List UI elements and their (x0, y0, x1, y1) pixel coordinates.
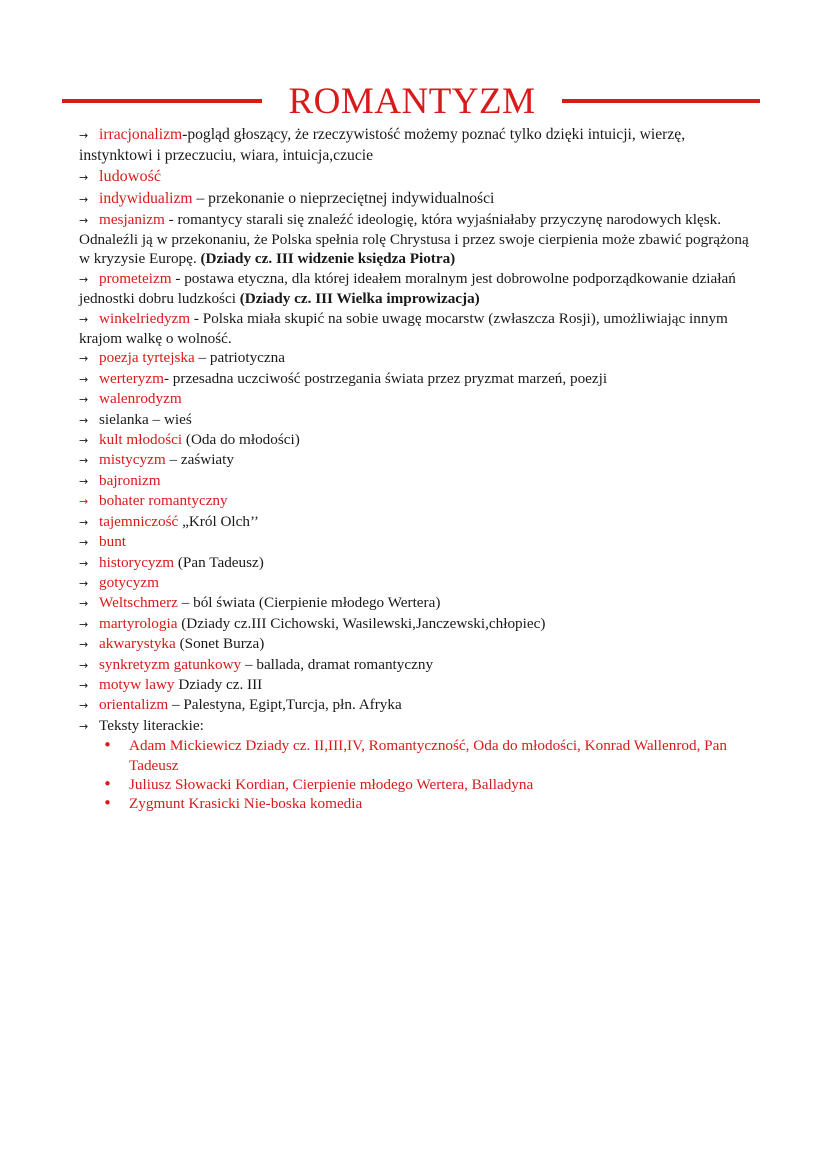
arrow-icon: → (79, 312, 89, 326)
entry-reference: (Dziady cz. III widzenie księdza Piotra) (200, 250, 456, 268)
entry-gotycyzm (79, 573, 759, 593)
entry-bunt (79, 532, 759, 552)
entry-term: kult młodości (99, 431, 183, 449)
entry-term: bajronizm (99, 471, 161, 489)
entry-bohater-romantyczny (79, 491, 759, 511)
book-text: Zygmunt Krasicki Nie-boska komedia (129, 795, 363, 813)
arrow-icon: → (79, 352, 89, 366)
title-rule-left (62, 99, 262, 103)
arrow-icon: → (79, 393, 89, 407)
arrow-icon: → (79, 536, 89, 550)
bullet-icon: • (103, 794, 112, 813)
entry-desc: (Dziady cz.III Cichowski, Wasilewski,Janczewski,chłopiec) (177, 614, 546, 632)
arrow-icon: → (79, 474, 89, 488)
entry-term: martyrologia (99, 614, 178, 632)
entry-term: winkelriedyzm (99, 309, 191, 327)
arrow-icon: → (79, 272, 89, 286)
entry-term: synkretyzm gatunkowy (99, 655, 242, 673)
entry-term: prometeizm (99, 269, 172, 287)
entry-term: Weltschmerz (99, 594, 178, 612)
entry-desc: „Król Olch’’ (178, 512, 259, 530)
arrow-icon: → (79, 171, 89, 184)
entry-poezja-tyrtejska (79, 348, 759, 368)
entry-kult-mlodosci (79, 430, 759, 450)
entry-weltschmerz (79, 593, 759, 613)
list-item (103, 736, 759, 775)
list-item (103, 794, 759, 813)
entry-synkretyzm-gatunkowy (79, 655, 759, 675)
entry-desc: - romantycy starali się znaleźć ideologię, która wyjaśniałaby przyczynę narodowych klęsk. Odnaleźli ją w przekonaniu, że Polska spełnia rolę Chrystusa i przez swoje cierpienia może zbawić pogrążoną w kryzysie Europę. (79, 210, 749, 268)
entry-term: tajemniczość (99, 512, 179, 530)
entry-mistycyzm (79, 450, 759, 470)
arrow-icon: → (79, 192, 89, 206)
page-title: ROMANTYZM (288, 81, 536, 122)
arrow-icon: → (79, 129, 89, 142)
entry-term: bohater romantyczny (99, 492, 228, 510)
entry-indywidualizm (79, 189, 759, 210)
entry-term: irracjonalizm (99, 126, 183, 143)
entry-term: bunt (99, 533, 127, 551)
entry-historycyzm (79, 553, 759, 573)
entry-orientalizm (79, 695, 759, 715)
entry-term: orientalizm (99, 696, 169, 714)
entry-term: mesjanizm (99, 210, 165, 228)
arrow-icon: → (79, 454, 89, 468)
book-text: Adam Mickiewicz Dziady cz. II,III,IV, Romantyczność, Oda do młodości, Konrad Wallenrod, Pan Tadeusz (129, 737, 727, 774)
arrow-icon: → (79, 556, 89, 570)
entry-term: indywidualizm (99, 189, 193, 207)
arrow-icon: → (79, 699, 89, 713)
entry-desc: – ból świata (Cierpienie młodego Wertera) (177, 594, 441, 612)
bullet-icon: • (103, 774, 112, 793)
entry-desc: sielanka – wieś (99, 410, 192, 428)
entry-term: akwarystyka (99, 635, 176, 653)
entry-term: ludowość (99, 167, 162, 185)
entry-desc: -pogląd głoszący, że rzeczywistość możemy poznać tylko dzięki intuicji, wierzę, instynktowi i przeczuciu, wiara, intuicja,czucie (79, 126, 686, 164)
entry-werteryzm (79, 369, 759, 389)
bullet-icon: • (103, 736, 112, 755)
arrow-icon: → (79, 213, 89, 227)
arrow-icon: → (79, 617, 89, 631)
entry-desc: – ballada, dramat romantyczny (241, 655, 434, 673)
entry-term: gotycyzm (99, 573, 159, 591)
entry-tajemniczosc (79, 512, 759, 532)
entry-term: historycyzm (99, 553, 175, 571)
entry-term: motyw lawy (99, 675, 175, 693)
arrow-icon: → (79, 638, 89, 652)
entry-desc: – patriotyczna (194, 349, 285, 367)
arrow-icon: → (79, 434, 89, 448)
entry-desc: - przesadna uczciwość postrzegania świata przez pryzmat marzeń, poezji (163, 369, 608, 387)
arrow-icon: → (79, 658, 89, 672)
title-rule-right (562, 99, 760, 103)
entry-desc: - Polska miała skupić na sobie uwagę mocarstw (zwłaszcza Rosji), umożliwiając innym krajom walkę o wolność. (79, 309, 728, 348)
entry-term: poezja tyrtejska (99, 349, 195, 367)
entry-martyrologia (79, 614, 759, 634)
entry-reference: (Dziady cz. III Wielka improwizacja) (239, 290, 480, 308)
entry-prometeizm (79, 269, 759, 309)
entry-desc: – przekonanie o nieprzeciętnej indywidualności (192, 189, 495, 207)
entry-term: mistycyzm (99, 451, 166, 469)
arrow-icon: → (79, 495, 89, 509)
entry-desc: Teksty literackie: (99, 716, 204, 734)
list-item (103, 775, 759, 794)
arrow-icon: → (79, 515, 89, 529)
entry-teksty-literackie (79, 716, 759, 736)
arrow-icon: → (79, 372, 89, 386)
entry-sielanka (79, 410, 759, 430)
entry-ludowosc (79, 166, 759, 189)
entry-term: werteryzm (99, 369, 164, 387)
entry-desc: - postawa etyczna, dla której ideałem moralnym jest dobrowolne podporządkowanie działań jednostki dobru ludzkości (79, 269, 736, 308)
entry-desc: Dziady cz. III (174, 675, 263, 693)
arrow-icon: → (79, 413, 89, 427)
entry-irracjonalizm (79, 125, 759, 166)
entry-desc: (Pan Tadeusz) (174, 553, 264, 571)
entry-winkelriedyzm (79, 309, 759, 349)
book-text: Juliusz Słowacki Kordian, Cierpienie młodego Wertera, Balladyna (129, 775, 534, 793)
entry-mesjanizm (79, 210, 759, 269)
arrow-icon: → (79, 719, 89, 733)
entry-bajronizm (79, 471, 759, 491)
entry-desc: (Oda do młodości) (182, 431, 300, 449)
entry-walenrodyzm (79, 389, 759, 409)
entry-akwarystyka (79, 634, 759, 654)
entry-desc: – zaświaty (165, 451, 234, 469)
entry-motyw-lawy (79, 675, 759, 695)
title-row (62, 80, 760, 124)
entry-desc: – Palestyna, Egipt,Turcja, płn. Afryka (168, 696, 402, 714)
entry-desc: (Sonet Burza) (175, 635, 265, 653)
notes-list (79, 125, 759, 814)
arrow-icon: → (79, 576, 89, 590)
entry-term: walenrodyzm (99, 390, 182, 408)
arrow-icon: → (79, 597, 89, 611)
literary-texts-list (79, 736, 759, 814)
arrow-icon: → (79, 678, 89, 692)
